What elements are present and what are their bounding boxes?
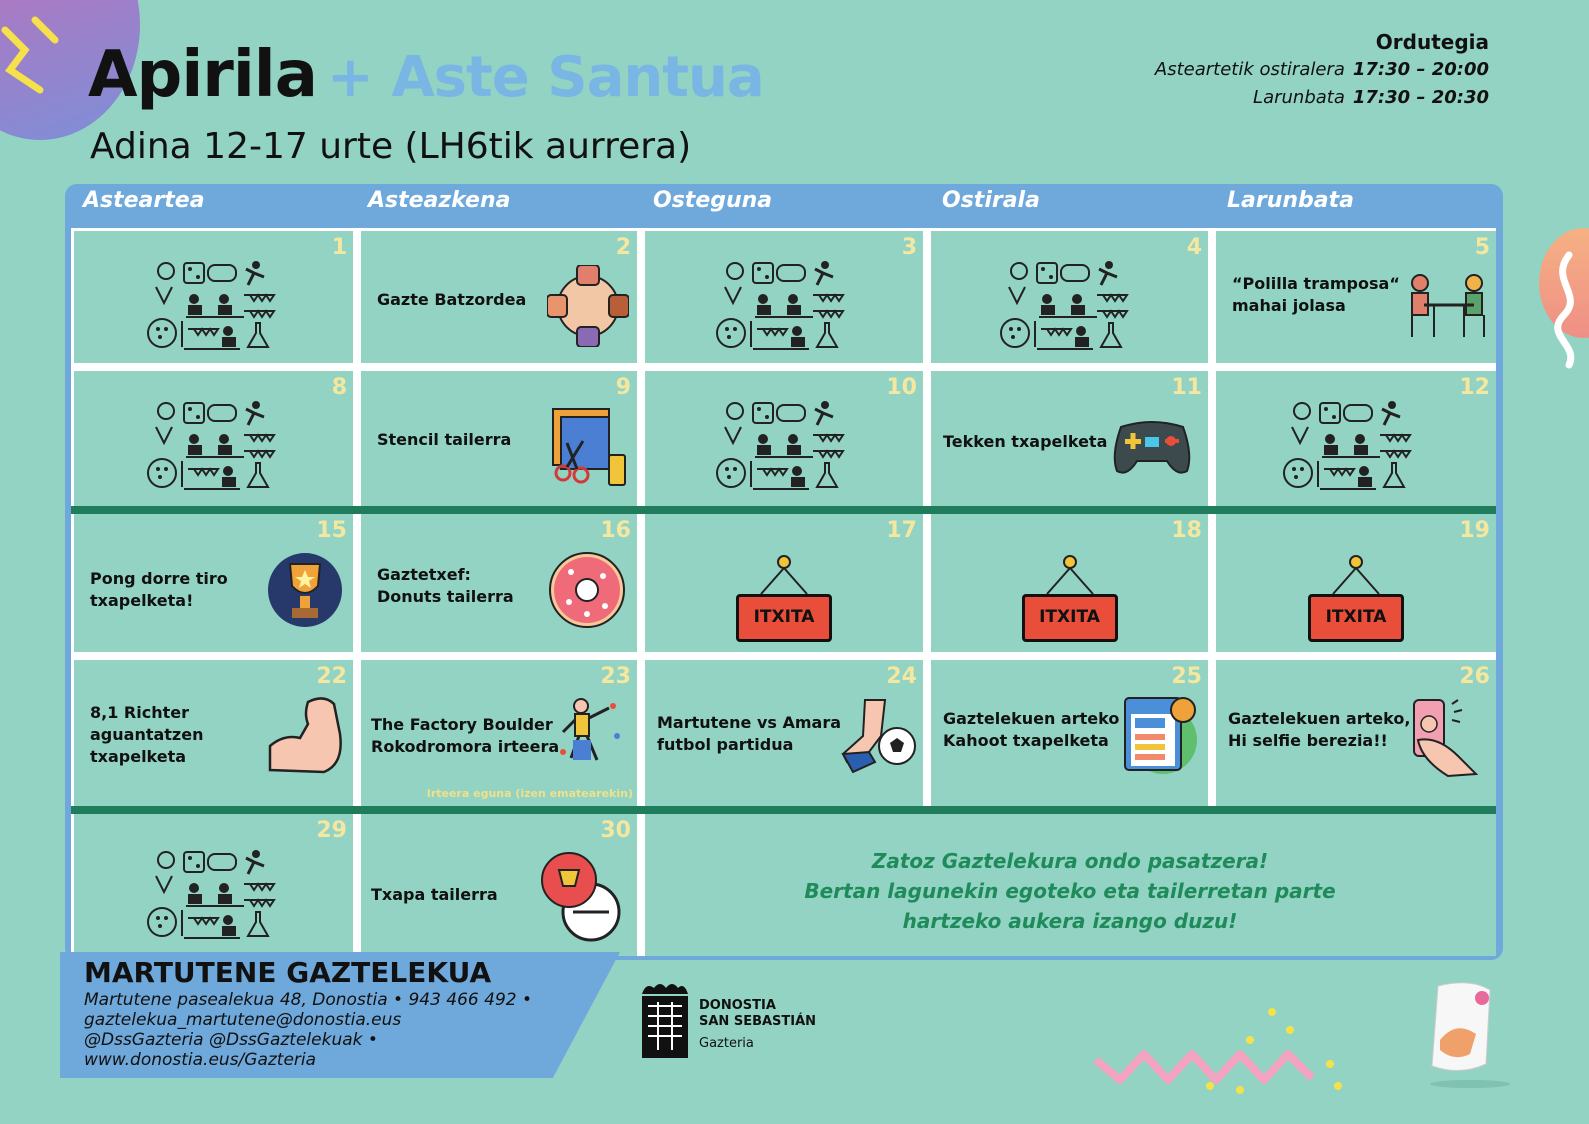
- activities-icon: [713, 255, 849, 355]
- calendar-cell-25: [931, 660, 1208, 806]
- city-logo-text: [699, 998, 816, 1052]
- activity-text: [943, 708, 1119, 752]
- invite-line: Bertan lagunekin egoteko eta tailerretan parte: [804, 879, 1336, 903]
- contact-website[interactable]: www.donostia.eus/Gazteria: [84, 1050, 317, 1070]
- city-crest-icon: [638, 980, 692, 1062]
- activity-text-line: Gaztetxef:: [377, 565, 471, 584]
- activity-text-line: Martutene vs Amara: [657, 713, 842, 732]
- day-number: 11: [1171, 375, 1202, 400]
- day-number: 17: [886, 518, 917, 543]
- activity-text: [657, 712, 841, 756]
- sign-string-icon: [1043, 554, 1097, 598]
- schedule-box: [1155, 28, 1489, 112]
- closed-sign: ITXITA: [1308, 594, 1404, 642]
- activity-text-line: futbol partidua: [657, 735, 794, 754]
- day-number: 9: [615, 375, 631, 400]
- football-icon: [839, 696, 919, 776]
- calendar-cell-8: [74, 371, 353, 506]
- activities-icon: [144, 395, 280, 495]
- calendar-cell-11: [931, 371, 1208, 506]
- activities-icon: [1280, 395, 1416, 495]
- day-number: 1: [331, 235, 347, 260]
- day-header: Ostirala: [942, 188, 1040, 213]
- activity-text-line: 8,1 Richter: [90, 703, 189, 722]
- invite-line: Zatoz Gaztelekura ondo pasatzera!: [871, 849, 1269, 873]
- calendar-cell-29: [74, 814, 353, 956]
- activity-text: [1228, 708, 1410, 752]
- schedule-label: Larunbata: [1253, 87, 1345, 108]
- title-month: Apirila: [88, 38, 317, 112]
- invite-line: hartzeko aukera izango duzu!: [902, 909, 1238, 933]
- activity-text: [90, 568, 228, 612]
- muscle-arm-icon: [264, 694, 346, 776]
- gamepad-icon: [1111, 415, 1193, 477]
- day-number: 4: [1186, 235, 1202, 260]
- week-divider: [71, 806, 1496, 814]
- calendar-cell-24: [645, 660, 923, 806]
- schedule-row: [1155, 56, 1489, 84]
- day-number: 29: [316, 818, 347, 843]
- day-number: 19: [1459, 518, 1490, 543]
- day-number: 26: [1459, 664, 1490, 689]
- closed-sign: ITXITA: [1022, 594, 1118, 642]
- contact-line: Martutene pasealekua 48, Donostia • 943 466 492 •: [84, 990, 533, 1010]
- sign-string-icon: [1329, 554, 1383, 598]
- calendar-cell-10: [645, 371, 923, 506]
- zigzag-decoration: [1090, 1000, 1350, 1100]
- day-header: Asteartea: [83, 188, 205, 213]
- invite-message: [650, 846, 1490, 936]
- logo-line: SAN SEBASTIÁN: [699, 1014, 817, 1029]
- calendar-cell-16: [361, 514, 637, 652]
- schedule-label: Asteartetik ostiralera: [1154, 59, 1345, 80]
- calendar-cell-9: [361, 371, 637, 506]
- day-number: 23: [600, 664, 631, 689]
- day-number: 25: [1171, 664, 1202, 689]
- donut-icon: [547, 550, 627, 630]
- day-number: 10: [886, 375, 917, 400]
- calendar-cell-4: [931, 231, 1208, 363]
- activity-text: Txapa tailerra: [371, 885, 498, 904]
- squiggle-right: [1539, 250, 1589, 370]
- activity-text-line: Gaztelekuen arteko: [943, 709, 1120, 728]
- activities-icon: [144, 844, 280, 944]
- activity-text-line: “Polilla tramposa“: [1232, 274, 1400, 293]
- activity-text-line: Hi selfie berezia!!: [1228, 731, 1388, 750]
- activities-icon: [144, 255, 280, 355]
- quiz-icon: [1121, 694, 1201, 780]
- hands-together-icon: [547, 265, 629, 347]
- calendar-cell-1: [74, 231, 353, 363]
- day-number: 12: [1459, 375, 1490, 400]
- activities-icon: [997, 255, 1133, 355]
- activity-text: [371, 714, 559, 758]
- board-game-icon: [1408, 271, 1490, 341]
- day-number: 8: [331, 375, 347, 400]
- calendar-cell-19: [1216, 514, 1496, 652]
- day-header: Larunbata: [1227, 188, 1354, 213]
- activity-text: [377, 564, 514, 608]
- calendar-cell-23: [361, 660, 637, 806]
- schedule-title: Ordutegia: [1375, 30, 1489, 54]
- calendar-cell-26: [1216, 660, 1496, 806]
- badge-pin-icon: [539, 850, 625, 944]
- activity-text: [1232, 273, 1400, 317]
- day-number: 24: [886, 664, 917, 689]
- calendar-cell-22: [74, 660, 353, 806]
- calendar-cell-18: [931, 514, 1208, 652]
- activity-text: Stencil tailerra: [377, 430, 512, 449]
- activity-text-line: Kahoot txapelketa: [943, 731, 1109, 750]
- calendar-cell-17: [645, 514, 923, 652]
- schedule-time: 17:30 – 20:30: [1352, 87, 1489, 108]
- schedule-time: 17:30 – 20:00: [1352, 59, 1489, 80]
- climber-icon: [557, 696, 627, 778]
- calendar-cell-2: [361, 231, 637, 363]
- logo-line: DONOSTIA: [699, 998, 776, 1013]
- contact-social: @DssGazteria @DssGaztelekuak •: [84, 1030, 378, 1050]
- activity-text-line: txapelketa!: [90, 591, 194, 610]
- sign-string-icon: [757, 554, 811, 598]
- activity-note: Irteera eguna (izen ematearekin): [426, 787, 633, 800]
- selfie-phone-icon: [1408, 696, 1484, 778]
- calendar-cell-12: [1216, 371, 1496, 506]
- logo-line: Gazteria: [699, 1036, 754, 1051]
- org-name: MARTUTENE GAZTELEKUA: [84, 956, 492, 989]
- activity-text-line: txapelketa: [90, 747, 187, 766]
- contact-email[interactable]: gaztelekua_martutene@donostia.eus: [84, 1010, 402, 1030]
- schedule-row: [1155, 84, 1489, 112]
- character-illustration: [1410, 980, 1520, 1090]
- activity-text-line: Pong dorre tiro: [90, 569, 228, 588]
- calendar-cell-5: [1216, 231, 1496, 363]
- day-number: 2: [615, 235, 631, 260]
- day-header: Osteguna: [653, 188, 773, 213]
- page-title: [88, 38, 764, 112]
- day-number: 5: [1474, 235, 1490, 260]
- calendar-cell-3: [645, 231, 923, 363]
- activity-text-line: Rokodromora irteera: [371, 737, 560, 756]
- age-subtitle: Adina 12-17 urte (LH6tik aurrera): [90, 126, 692, 167]
- calendar-cell-30: [361, 814, 637, 956]
- activity-text-line: Donuts tailerra: [377, 587, 514, 606]
- title-holiday: + Aste Santua: [326, 45, 764, 110]
- activity-text-line: The Factory Boulder: [371, 715, 553, 734]
- trophy-icon: [266, 550, 344, 630]
- squiggle-decoration: [0, 10, 70, 100]
- day-header: Asteazkena: [368, 188, 511, 213]
- week-divider: [71, 506, 1496, 514]
- activity-text: Tekken txapelketa: [943, 432, 1108, 451]
- activity-text-line: mahai jolasa: [1232, 296, 1346, 315]
- day-number: 18: [1171, 518, 1202, 543]
- day-number: 16: [600, 518, 631, 543]
- contact-info: [84, 990, 544, 1070]
- day-number: 15: [316, 518, 347, 543]
- stencil-scissors-icon: [549, 405, 629, 489]
- activity-text-line: Gaztelekuen arteko,: [1228, 709, 1411, 728]
- closed-sign: ITXITA: [736, 594, 832, 642]
- day-number: 30: [600, 818, 631, 843]
- activity-text-line: aguantatzen: [90, 725, 204, 744]
- activities-icon: [713, 395, 849, 495]
- activity-text: [90, 702, 203, 768]
- day-number: 22: [316, 664, 347, 689]
- day-number: 3: [901, 235, 917, 260]
- activity-text: Gazte Batzordea: [377, 290, 527, 309]
- calendar-cell-15: [74, 514, 353, 652]
